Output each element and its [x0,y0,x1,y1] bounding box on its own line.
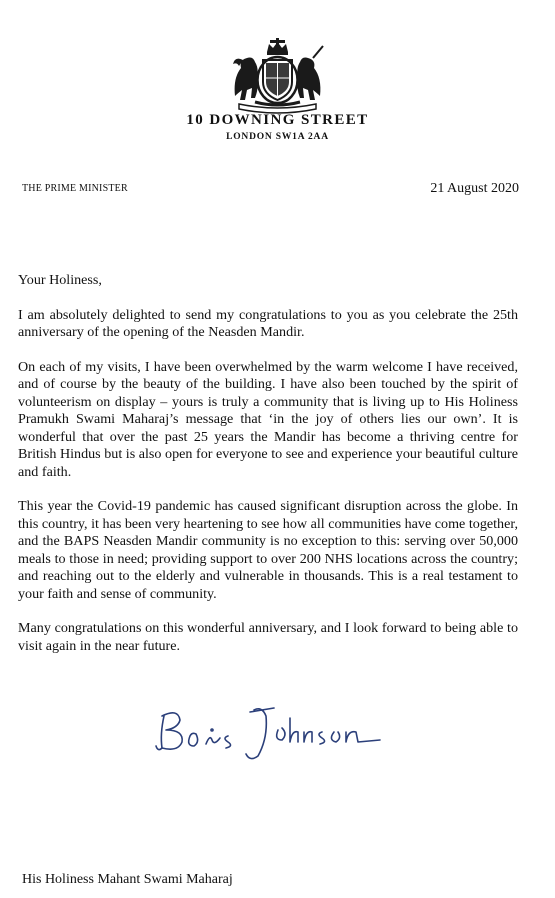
handwritten-signature [150,700,390,762]
sender-title: THE PRIME MINISTER [22,183,128,194]
address-line-postcode: LONDON SW1A 2AA [226,132,329,142]
address-line-street: 10 DOWNING STREET [186,112,369,128]
body-paragraph: On each of my visits, I have been overwhelmed by the warm welcome I have received, and of course by the beauty of the building. I have also been touched by the spirit of volunteerism on display – yours is truly a community that is living up to His Holiness Pramukh Swami Maharaj’s message that ‘in the joy of others lies our own’. It is wonderful that over the past 25 years the Mandir has become a thriving centre for British Hindus but is also open for everyone to see and experience your beautiful culture and faith. [18,358,518,480]
body-paragraph: Many congratulations on this wonderful anniversary, and I look forward to being able to visit again in the near future. [18,620,518,654]
salutation: Your Holiness, [18,272,102,288]
letter-body [18,272,518,672]
body-paragraph: I am absolutely delighted to send my congratulations to you as you celebrate the 25th anniversary of the opening of the Neasden Mandir. [18,306,518,340]
recipient-name: His Holiness Mahant Swami Maharaj [22,872,233,887]
letter-date: 21 August 2020 [430,181,519,196]
body-paragraph: This year the Covid-19 pandemic has caused significant disruption across the globe. In this country, it has been very heartening to see how all communities have come together, and the BAPS Neasden Mandir community is no exception to this: serving over 50,000 meals to those in need; providing support to over 200 NHS locations across the country; and reaching out to the elderly and vulnerable in thousands. This is a real testament to your faith and sense of community. [18,498,518,602]
royal-coat-of-arms-icon [225,38,330,116]
